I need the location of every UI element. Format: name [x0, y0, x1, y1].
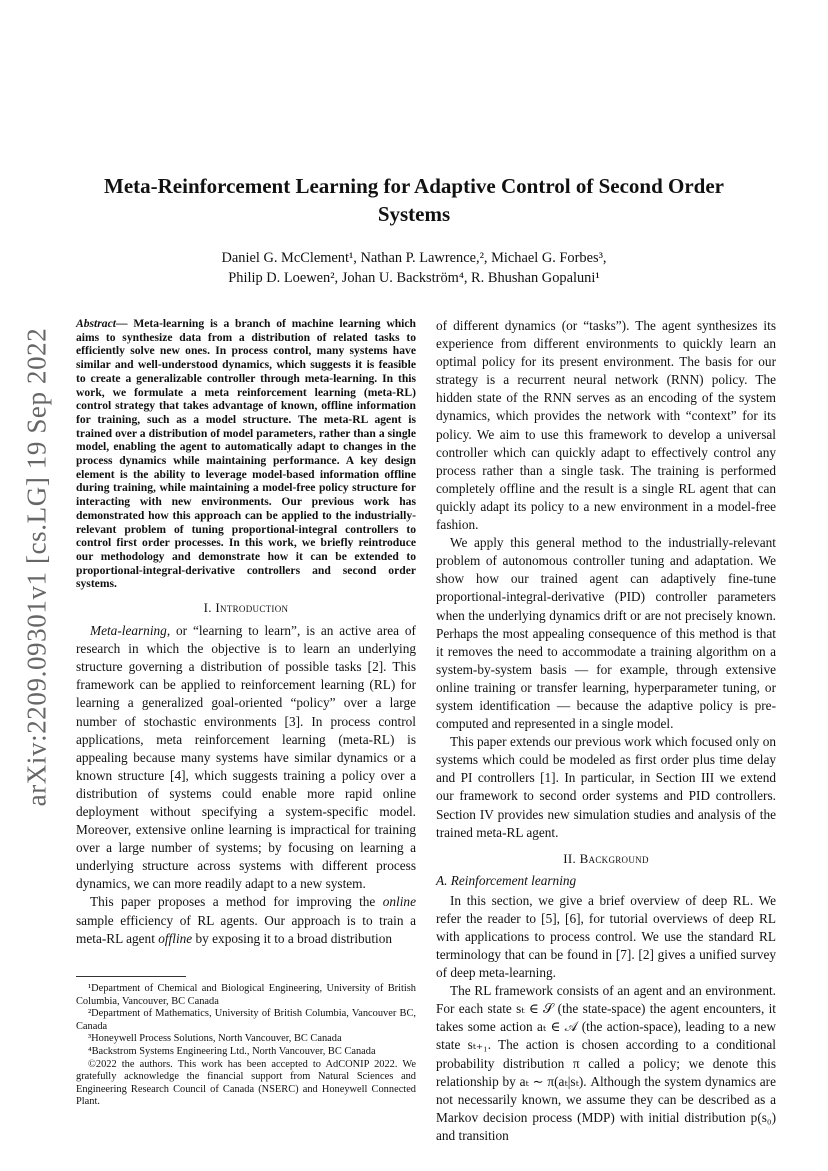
footnote-1: ¹Department of Chemical and Biological Engineering, University of British Columbia, Vancouver, BC Canada: [76, 983, 416, 1007]
section-heading-introduction: I. Introduction: [203, 600, 289, 616]
authors-line-2: Philip D. Loewen², Johan U. Backström⁴, R. Bhushan Gopaluni¹: [228, 270, 600, 286]
intro-paragraph-2: [76, 893, 416, 947]
abstract-text: Meta-learning is a branch of machine learning which aims to synthesize data from a distribution of related tasks to efficiently solve new ones. In process control, many systems have similar and well-understood dynamics, which suggests it is feasible to create a generalizable controller through meta-learning. In this work, we formulate a meta reinforcement learning (meta-RL) control strategy that takes advantage of known, offline information for training, such as a model structure. The meta-RL agent is trained over a distribution of model parameters, rather than a single model, enabling the agent to automatically adapt to changes in the process dynamics while maintaining performance. A key design element is the ability to leverage model-based information offline during training, while maintaining a model-free policy structure for interacting with new environments. Our previous work has demonstrated how this approach can be applied to the industrially-relevant problem of tuning proportional-integral controllers to control first order processes. In this work, we briefly reintroduce our methodology and demonstrate how it can be extended to proportional-integral-derivative controllers and second order systems.: [76, 317, 416, 591]
paper-title: Meta-Reinforcement Learning for Adaptive Control of Second Order Systems: [104, 174, 724, 226]
authors-line-1: Daniel G. McClement¹, Nathan P. Lawrence,², Michael G. Forbes³,: [221, 250, 607, 266]
intro-paragraph-1: [76, 622, 416, 893]
footnote-3: ³Honeywell Process Solutions, North Vancouver, BC Canada: [88, 1033, 342, 1045]
intro-p2-em1: online: [382, 894, 416, 910]
right-paragraph-3: This paper extends our previous work which focused only on systems which could be modeled as first order plus time delay and PI controllers [1]. In particular, in Section III we extend our framework to second order systems and PID controllers. Section IV provides new simulation studies and analysis of the trained meta-RL agent.: [436, 734, 776, 840]
footnotes: [76, 964, 416, 1109]
right-paragraph-4: In this section, we give a brief overview of deep RL. We refer the reader to [5], [6], for tutorial overviews of deep RL with applications to process control. We use the standard RL terminology that can be found in [7]. [2] gives a unified survey of deep meta-learning.: [436, 892, 776, 981]
right-paragraph-5: The RL framework consists of an agent and an environment. For each state sₜ ∈ 𝒮 (the state-space) the agent encounters, it takes some action aₜ ∈ 𝒜 (the action-space), leading to a new state sₜ₊₁. The action is chosen according to a conditional probability distribution π called a policy; we denote this relationship by aₜ ∼ π(aₜ|sₜ). Although the system dynamics are not necessarily known, we assume they can be described as a Markov decision process (MDP) with initial distribution p(s₀) and transition: [436, 983, 776, 1143]
footnote-rule: [76, 976, 186, 977]
abstract-lead: Abstract—: [76, 317, 128, 330]
section-heading-background: II. Background: [563, 850, 649, 866]
subsection-heading-rl: A. Reinforcement learning: [436, 872, 577, 888]
right-column: [436, 317, 776, 1145]
intro-p1-text: , or “learning to learn”, is an active area of research in which the objective is to learn an underlying structure governing a distribution of possible tasks [2]. This framework can be applied to reinforcement learning (RL) for learning a generalized goal-oriented “policy” over a large number of stochastic environments [3]. In process control applications, meta reinforcement learning (meta-RL) is appealing because many systems have similar dynamics or a known structure [4], which suggests training a policy over a distribution of systems could enable more rapid online deployment without specifying a system-specific model. Moreover, extensive online learning is impractical for training over a large number of systems; by focusing on learning a underlying structure across systems with different process dynamics, we can more readily adapt to a new system.: [76, 623, 416, 892]
right-paragraph-1: of different dynamics (or “tasks”). The agent synthesizes its experience from different environments to quickly learn an optimal policy for its present environment. The basis for our strategy is a recurrent neural network (RNN) policy. The hidden state of the RNN serves as an encoding of the system dynamics, which provides the network with “context” for its policy. We aim to use this framework to develop a universal controller which can quickly adapt to effectively control any process rather than a single task. The training is performed completely offline and the result is a single RL agent that can quickly adapt its policy to a new environment in a model-free fashion.: [436, 318, 776, 533]
author-list: [90, 248, 738, 288]
intro-p2-c: by exposing it to a broad distribution: [192, 930, 393, 946]
arxiv-sidebar-stamp: [8, 262, 66, 872]
footnote-4: ⁴Backstrom Systems Engineering Ltd., North Vancouver, BC Canada: [88, 1045, 376, 1057]
abstract: [76, 317, 416, 591]
intro-p2-em2: offline: [158, 930, 193, 946]
right-paragraph-2: We apply this general method to the industrially-relevant problem of autonomous controller tuning and adaptation. We show how our trained agent can adaptively fine-tune proportional-integral-derivative (PID) controller parameters when the underlying dynamics drift or are not precisely known. Perhaps the most appealing consequence of this method is that it removes the need to accommodate a training algorithm on a system-by-system basis — for example, through extensive online training or transfer learning, hyperparameter tuning, or system identification — because the adaptive policy is pre-computed and represented in a single model.: [436, 535, 776, 732]
intro-p2-a: This paper proposes a method for improving the: [90, 894, 383, 910]
arxiv-id: arXiv:2209.09301v1 [cs.LG] 19 Sep 2022: [21, 327, 52, 807]
footnote-2: ²Department of Mathematics, University of British Columbia, Vancouver BC, Canada: [76, 1008, 416, 1032]
left-column: [76, 317, 416, 948]
intro-p2-b: sample efficiency of RL agents. Our approach is to train a meta-RL agent: [76, 912, 416, 946]
copyright-note: ©2022 the authors. This work has been accepted to AdCONIP 2022. We gratefully acknowledge the financial support from Natural Sciences and Engineering Research Council of Canada (NSERC) and Honeywell Connected Plant.: [76, 1058, 416, 1108]
intro-term: Meta-learning: [90, 623, 167, 639]
